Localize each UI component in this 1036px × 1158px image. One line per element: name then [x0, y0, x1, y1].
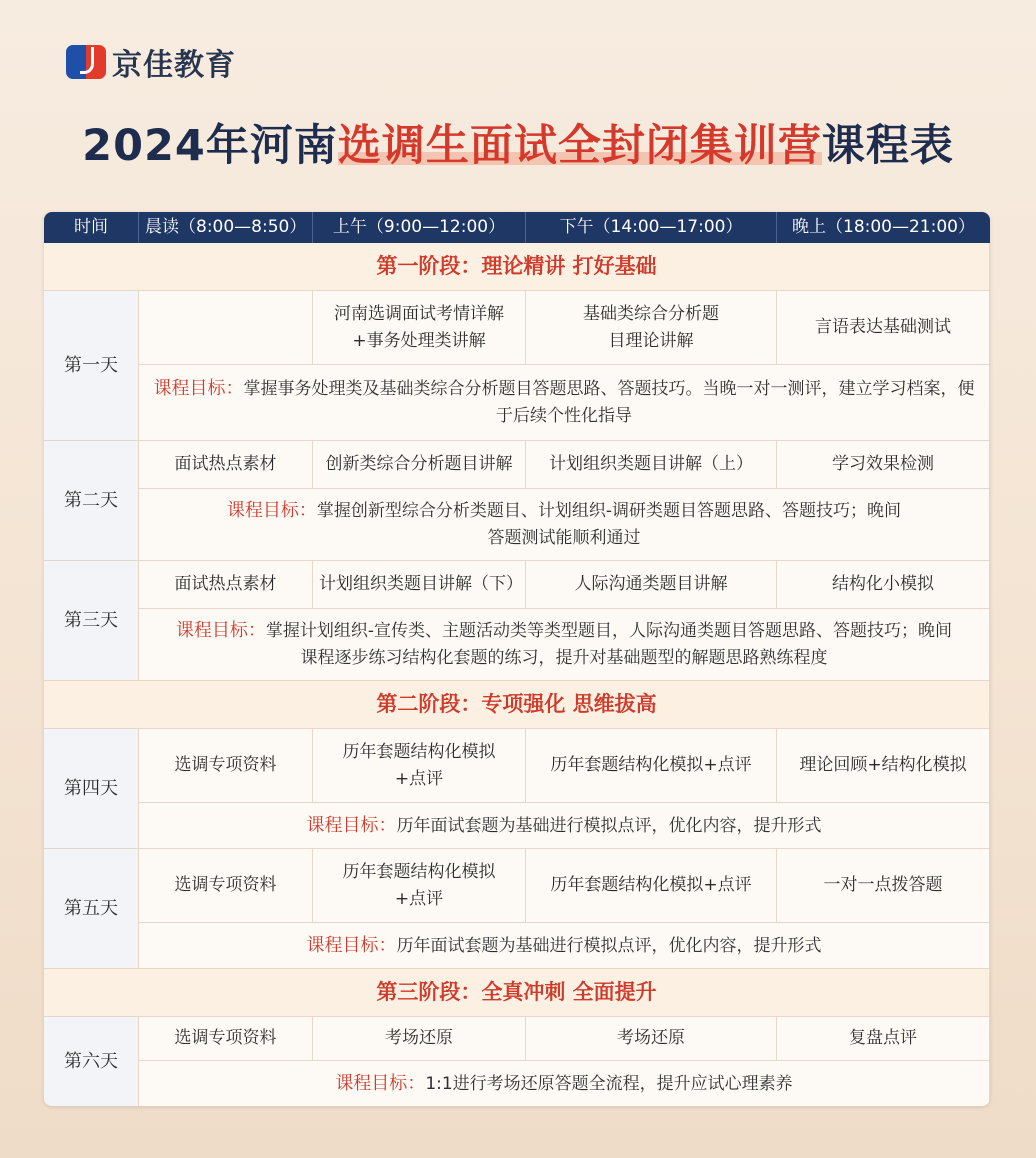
schedule-table	[44, 212, 990, 1106]
day-1-cell-afternoon: 基础类综合分析题目理论讲解	[526, 291, 777, 365]
title-highlight: 选调生面试全封闭集训营	[337, 121, 822, 171]
day-6-goal	[139, 1061, 990, 1106]
day-2-cell-reading: 面试热点素材	[139, 441, 313, 489]
day-2-cell-afternoon: 计划组织类题目讲解（上）	[526, 441, 777, 489]
title-prefix: 2024年河南	[82, 121, 338, 171]
day-6-cell-morning: 考场还原	[313, 1017, 526, 1061]
header-afternoon: 下午（14:00—17:00）	[526, 212, 777, 243]
day-5-cell-reading: 选调专项资料	[139, 849, 313, 923]
day-5-cell-morning: 历年套题结构化模拟+点评	[313, 849, 526, 923]
stage-1-banner: 第一阶段：理论精讲 打好基础	[44, 243, 990, 291]
goal-label: 课程目标：	[306, 814, 397, 836]
day-5-label: 第五天	[44, 849, 139, 969]
day-6-cell-reading: 选调专项资料	[139, 1017, 313, 1061]
page-title	[0, 112, 1036, 173]
day-1-label: 第一天	[44, 291, 139, 441]
header-time: 时间	[44, 212, 139, 243]
day-2-goal-text: 掌握创新型综合分析类题目、计划组织-调研类题目答题思路、答题技巧；晚间答题测试能顺利通过	[316, 501, 902, 548]
goal-label: 课程目标：	[175, 620, 266, 641]
day-4-cell-morning: 历年套题结构化模拟+点评	[313, 729, 526, 803]
day-6-cell-afternoon: 考场还原	[526, 1017, 777, 1061]
header-morning-reading: 晨读（8:00—8:50）	[139, 212, 313, 243]
day-3-goal	[139, 609, 990, 681]
brand-name: 京佳教育	[112, 48, 236, 83]
day-1-goal	[139, 365, 990, 441]
day-4-cell-afternoon: 历年套题结构化模拟+点评	[526, 729, 777, 803]
day-6-cell-evening: 复盘点评	[777, 1017, 990, 1061]
day-2-cell-morning: 创新类综合分析题目讲解	[313, 441, 526, 489]
day-2-label: 第二天	[44, 441, 139, 561]
day-1-goal-text: 掌握事务处理类及基础类综合分析题目答题思路、答题技巧。当晚一对一测评，建立学习档案，便于后续个性化指导	[243, 379, 975, 426]
day-1-cell-reading	[139, 291, 313, 365]
stage-2-banner: 第二阶段：专项强化 思维拔高	[44, 681, 990, 729]
day-5-goal	[139, 923, 990, 969]
day-5-goal-text: 历年面试套题为基础进行模拟点评，优化内容，提升形式	[396, 935, 822, 956]
goal-label: 课程目标：	[335, 1072, 426, 1094]
day-3-label: 第三天	[44, 561, 139, 681]
day-4-goal	[139, 803, 990, 849]
goal-label: 课程目标：	[226, 500, 317, 521]
goal-label: 课程目标：	[306, 934, 397, 956]
day-4-goal-text: 历年面试套题为基础进行模拟点评，优化内容，提升形式	[396, 815, 822, 836]
title-suffix: 课程表	[821, 121, 954, 171]
day-6-label: 第六天	[44, 1017, 139, 1106]
brand-logo	[66, 44, 236, 83]
day-3-cell-reading: 面试热点素材	[139, 561, 313, 609]
day-3-cell-morning: 计划组织类题目讲解（下）	[313, 561, 526, 609]
header-morning: 上午（9:00—12:00）	[313, 212, 526, 243]
day-6-goal-text: 1:1进行考场还原答题全流程，提升应试心理素养	[425, 1073, 793, 1094]
day-2-goal	[139, 489, 990, 561]
day-1-cell-morning: 河南选调面试考情详解+事务处理类讲解	[313, 291, 526, 365]
header-evening: 晚上（18:00—21:00）	[777, 212, 990, 243]
day-2-cell-evening: 学习效果检测	[777, 441, 990, 489]
day-5-cell-afternoon: 历年套题结构化模拟+点评	[526, 849, 777, 923]
day-3-goal-text: 掌握计划组织-宣传类、主题活动类等类型题目，人际沟通类题目答题思路、答题技巧；晚间课程逐步练习结构化套题的练习，提升对基础题型的解题思路熟练程度	[265, 621, 953, 668]
day-3-cell-afternoon: 人际沟通类题目讲解	[526, 561, 777, 609]
stage-3-banner: 第三阶段：全真冲刺 全面提升	[44, 969, 990, 1017]
goal-label: 课程目标：	[153, 378, 244, 399]
day-3-cell-evening: 结构化小模拟	[777, 561, 990, 609]
day-4-cell-evening: 理论回顾+结构化模拟	[777, 729, 990, 803]
day-4-label: 第四天	[44, 729, 139, 849]
day-5-cell-evening: 一对一点拨答题	[777, 849, 990, 923]
day-4-cell-reading: 选调专项资料	[139, 729, 313, 803]
day-1-cell-evening: 言语表达基础测试	[777, 291, 990, 365]
brand-logo-icon	[66, 45, 106, 79]
